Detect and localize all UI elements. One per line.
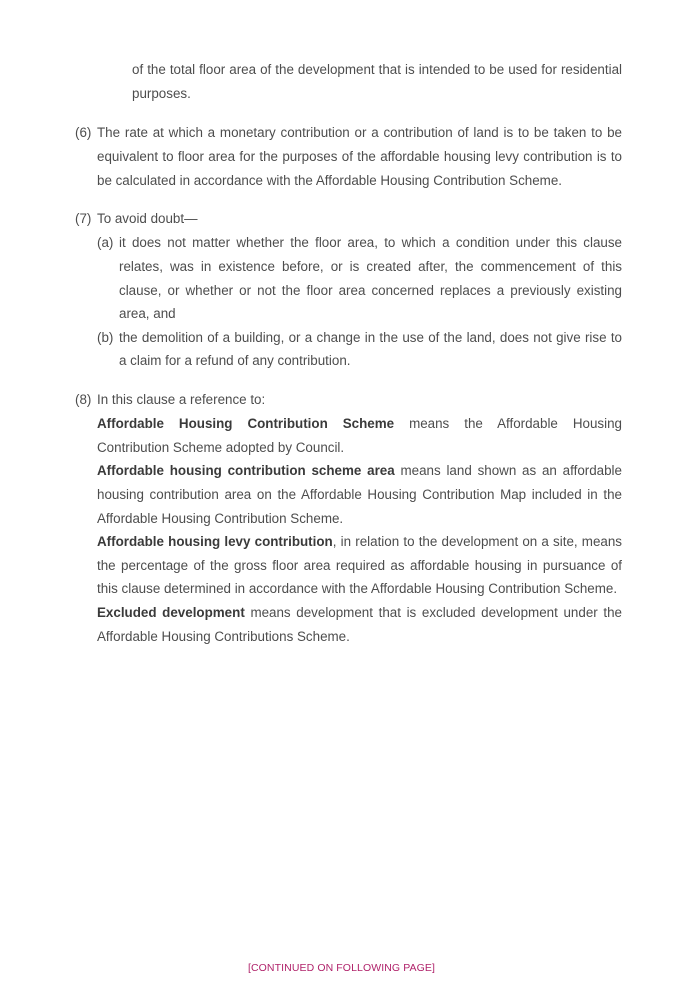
clause-7a-line-3: clause, or whether or not the floor area concerned replaces a previously existing [119, 283, 622, 298]
clause-7a-line-4: area, and [119, 306, 176, 321]
clause-7b-line-2: a claim for a refund of any contribution. [119, 353, 351, 368]
clause-6-line-3: be calculated in accordance with the Affordable Housing Contribution Scheme. [97, 173, 562, 188]
definition-4-line-1: Excluded development means development that is excluded development under the [97, 605, 622, 620]
definition-2-line-2: housing contribution area on the Affordable Housing Contribution Map included in the [97, 487, 622, 502]
cont-line-2: purposes. [132, 86, 191, 101]
definition-2-term: Affordable housing contribution scheme area [97, 463, 395, 478]
clause-7a-label: (a) [97, 235, 114, 250]
definition-3-line-1: Affordable housing levy contribution, in relation to the development on a site, means [97, 534, 622, 549]
clause-8-intro: In this clause a reference to: [97, 392, 266, 407]
definition-3-line-2: the percentage of the gross floor area required as affordable housing in pursuance of [97, 558, 622, 573]
continued-footer: [CONTINUED ON FOLLOWING PAGE] [247, 962, 436, 974]
definition-1-line-1: Affordable Housing Contribution Scheme means the Affordable Housing [97, 416, 622, 431]
definition-1-line-2: Contribution Scheme adopted by Council. [97, 440, 345, 455]
clause-6-line-2: equivalent to floor area for the purposes of the affordable housing levy contribution is to [97, 149, 622, 164]
definition-2-line-1: Affordable housing contribution scheme area means land shown as an affordable [97, 463, 622, 478]
definition-3-term: Affordable housing levy contribution [97, 534, 333, 549]
clause-8-label: (8) [75, 392, 92, 407]
cont-line-1: of the total floor area of the development that is intended to be used for residential [132, 62, 622, 77]
definition-4-line-2: Affordable Housing Contributions Scheme. [97, 629, 350, 644]
clause-7b-label: (b) [97, 330, 114, 345]
definition-1-term: Affordable Housing Contribution Scheme [97, 416, 395, 431]
clause-7-intro: To avoid doubt— [97, 211, 198, 226]
definition-4-term: Excluded development [97, 605, 245, 620]
definition-3-line-3: this clause determined in accordance with the Affordable Housing Contribution Scheme. [97, 581, 618, 596]
clause-7a-line-2: relates, was in existence before, or is created after, the commencement of this [119, 259, 622, 274]
clause-7a-line-1: it does not matter whether the floor area, to which a condition under this clause [119, 235, 622, 250]
clause-7-label: (7) [75, 211, 92, 226]
definition-2-line-3: Affordable Housing Contribution Scheme. [97, 511, 344, 526]
clause-6-line-1: The rate at which a monetary contribution or a contribution of land is to be taken to be [97, 125, 622, 140]
clause-7b-line-1: the demolition of a building, or a change in the use of the land, does not give rise to [119, 330, 622, 345]
clause-6-label: (6) [75, 125, 92, 140]
